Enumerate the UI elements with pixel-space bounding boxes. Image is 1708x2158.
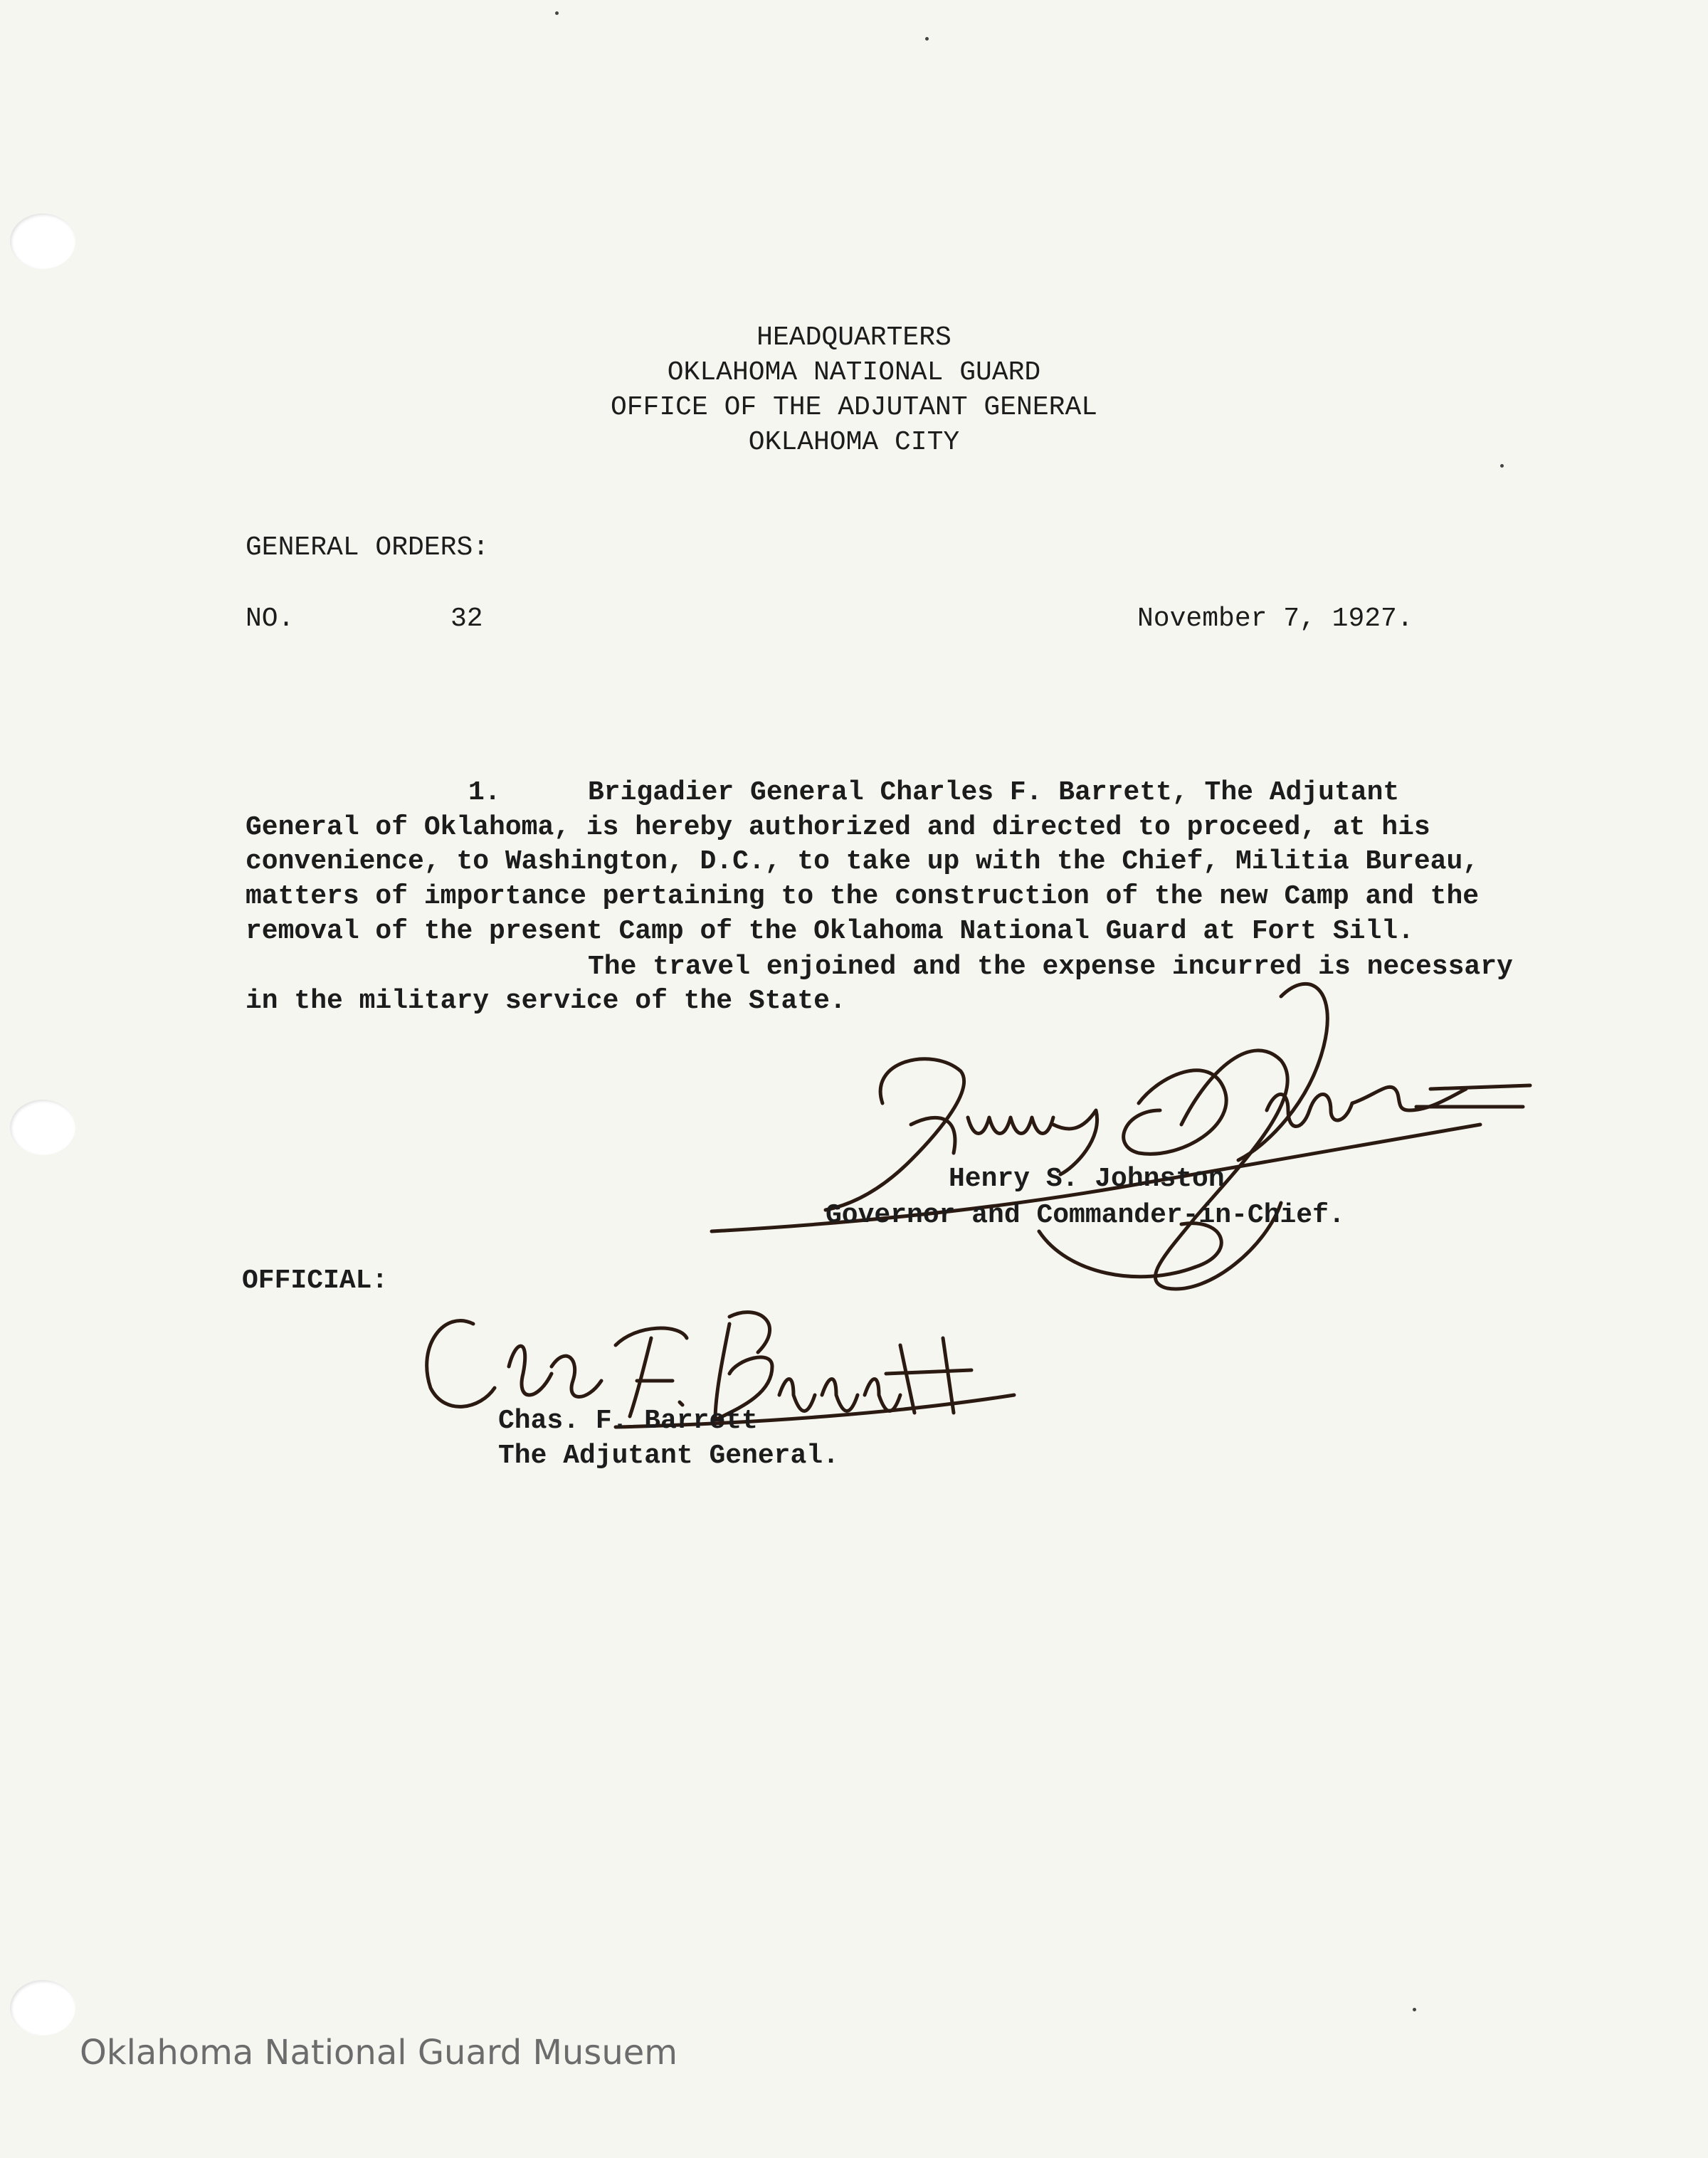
museum-watermark: Oklahoma National Guard Musuem [80,2033,678,2073]
governor-title: Governor and Commander-in-Chief. [826,1200,1345,1231]
body-line: General of Oklahoma, is hereby authorized and directed to proceed, at his [246,812,1430,843]
order-no-label: NO. [246,604,295,634]
letterhead-line: HEADQUARTERS [757,322,951,353]
governor-name: Henry S. Johnston [949,1164,1225,1194]
body-line: Brigadier General Charles F. Barrett, The Adjutant [588,777,1400,808]
punch-hole [10,1980,75,2036]
body-line: convenience, to Washington, D.C., to take up with the Chief, Militia Bureau, [246,846,1480,877]
letterhead-line: OKLAHOMA NATIONAL GUARD [667,357,1041,388]
paper-speck [925,37,929,41]
body-line: removal of the present Camp of the Oklahoma National Guard at Fort Sill. [246,916,1414,947]
adjutant-title: The Adjutant General. [498,1441,839,1471]
paper-speck [1500,464,1504,468]
adjutant-name: Chas. F. Barrett [498,1406,758,1436]
official-label: OFFICIAL: [242,1265,389,1296]
order-number: 32 [450,604,483,634]
punch-hole [10,1100,75,1155]
punch-hole [10,214,75,269]
letterhead-line: OKLAHOMA CITY [748,427,960,458]
body-line: in the military service of the State. [246,986,846,1016]
paragraph-number: 1. [468,777,501,808]
paper-speck [1413,2008,1416,2011]
paper-speck [555,11,559,15]
body-line: matters of importance pertaining to the construction of the new Camp and the [246,881,1480,912]
governor-signature [697,947,1551,1317]
letterhead-line: OFFICE OF THE ADJUTANT GENERAL [610,392,1098,423]
letterhead [0,320,1708,460]
order-date: November 7, 1927. [1137,604,1413,634]
body-line: The travel enjoined and the expense incurred is necessary [588,952,1513,982]
general-orders-label: GENERAL ORDERS: [246,532,490,563]
